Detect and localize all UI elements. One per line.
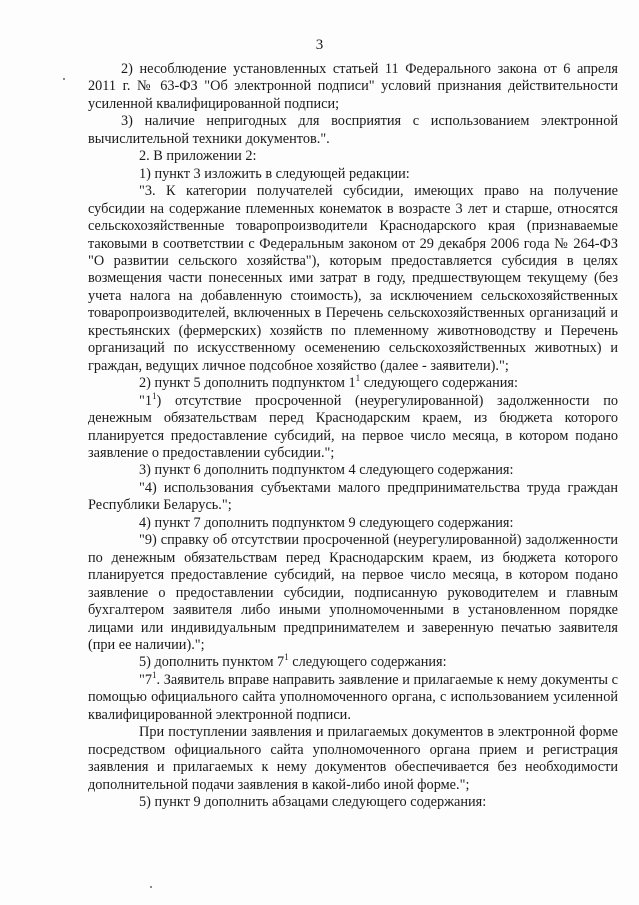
superscript: 1 bbox=[284, 652, 289, 663]
text-part: следующего содержания: bbox=[288, 654, 447, 671]
paragraph-clause-7-1 bbox=[88, 672, 618, 724]
page-number: 3 bbox=[315, 37, 324, 53]
paragraph-amend-5b: 5) пункт 9 дополнить абзацами следующего содержания: bbox=[139, 794, 487, 811]
superscript: 1 bbox=[355, 373, 361, 384]
paragraph-section-2: 2. В приложении 2: bbox=[139, 148, 257, 165]
text-part: "7 bbox=[139, 671, 152, 688]
superscript: 1 bbox=[152, 670, 157, 681]
text-part: ) отсутствие просроченной (неурегулированной) задолженности по денежным обязательствам перед Краснодарским краем, из бюджета которого планируется предоставление субсидий, на первое число месяца, в котором подано заявление о предоставлении субсидии."; bbox=[88, 392, 618, 461]
text-part: "1 bbox=[139, 392, 152, 409]
scan-artifact bbox=[63, 78, 65, 80]
paragraph-subclause-1-1 bbox=[88, 390, 618, 463]
paragraph-amend-4: 4) пункт 7 дополнить подпунктом 9 следующего содержания: bbox=[139, 514, 514, 531]
document-body bbox=[88, 61, 618, 811]
text-part: 2) пункт 5 дополнить подпунктом 1 bbox=[139, 375, 356, 392]
paragraph-amend-5 bbox=[88, 654, 618, 671]
scan-artifact bbox=[150, 886, 152, 888]
paragraph-clause-3: "3. К категории получателей субсидии, имеющих право на получение субсидии на содержание племенных конематок в возрасте 3 лет и старше, относятся сельскохозяйственные товаропроизводители Краснодарского края (признаваемые таковыми в соответствии с Федеральным законом от 29 декабря 2006 года № 264-ФЗ "О развитии сельского хозяйства"), которым предоставляется субсидия в целях возмещения части понесенных ими затрат в году, предшествующем текущему (без учета налога на добавленную стоимость), за исключением сельскохозяйственных товаропроизводителей, включенных в Перечень сельскохозяйственных организаций и крестьянских (фермерских) хозяйств по племенному животноводству и Перечень организаций по искусственному осеменению сельскохозяйственных животных) и граждан, ведущих личное подсобное хозяйство (далее - заявители)."; bbox=[88, 183, 618, 374]
text-part: 5) дополнить пунктом 7 bbox=[139, 654, 285, 671]
paragraph-item-2: 2) несоблюдение установленных статьей 11 Федерального закона от 6 апреля 2011 г. № 63-ФЗ "Об электронной подписи" условий признания действительности усиленной квалифицированной подписи; bbox=[88, 61, 618, 112]
paragraph-amend-2 bbox=[88, 375, 618, 392]
paragraph-amend-3: 3) пункт 6 дополнить подпунктом 4 следующего содержания: bbox=[139, 462, 514, 479]
text-part: . Заявитель вправе направить заявление и прилагаемые к нему документы с помощью официального сайта уполномоченного органа, с использованием усиленной квалифицированной электронной подписи. bbox=[88, 671, 618, 723]
paragraph-electronic-submission: При поступлении заявления и прилагаемых документов в электронной форме посредством официального сайта уполномоченного органа прием и регистрация заявления и прилагаемых к нему документов обеспечивается без необходимости дополнительной подачи заявления в какой-либо иной форме."; bbox=[88, 724, 618, 793]
paragraph-amend-1: 1) пункт 3 изложить в следующей редакции: bbox=[139, 165, 410, 182]
superscript: 1 bbox=[152, 390, 157, 401]
paragraph-subclause-4: "4) использования субъектами малого предпринимательства труда граждан Республики Беларусь."; bbox=[88, 479, 618, 514]
text-part: следующего содержания: bbox=[360, 375, 518, 392]
paragraph-item-3: 3) наличие непригодных для восприятия с использованием электронной вычислительной техники документов.". bbox=[88, 113, 618, 147]
paragraph-subclause-9: "9) справку об отсутствии просроченной (неурегулированной) задолженности по денежным обязательствам перед Краснодарским краем, из бюджета которого планируется предоставление субсидий, на первое число месяца, в котором подано заявление о предоставлении субсидии, подписанную руководителем и главным бухгалтером заявителя либо иными уполномоченными в установленном порядке лицами или индивидуальным предпринимателем и заверенную печатью заявителя (при ее наличии)."; bbox=[88, 532, 618, 653]
